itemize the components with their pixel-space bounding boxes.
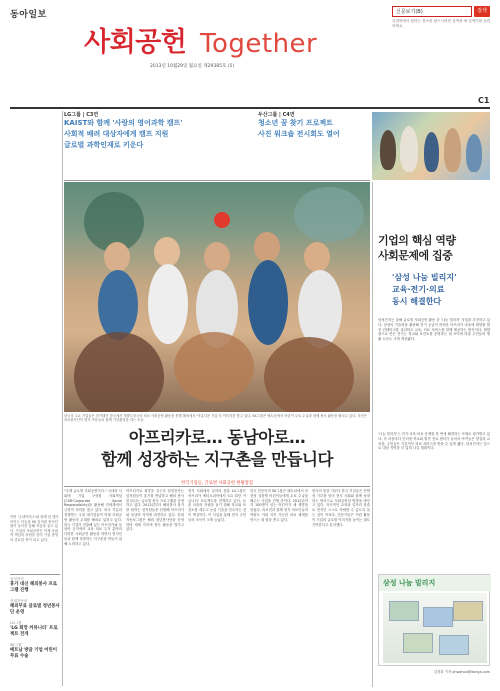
- sidebar-item[interactable]: [10, 599, 60, 616]
- sidebar-item-kicker: LG그룹: [10, 621, 22, 625]
- right-title-line: 사회문제에 집중: [378, 249, 453, 262]
- right-title-line: 기업의 핵심 역량: [378, 234, 456, 247]
- teaser-rule: [64, 180, 370, 181]
- right-article-subtitle: [392, 272, 492, 308]
- masthead-rule: [10, 107, 490, 109]
- main-headline[interactable]: [64, 427, 370, 471]
- dateline: 2013년 10월29일 월요일 제29385호 (5): [150, 64, 235, 69]
- sidebar-rule: [10, 574, 60, 575]
- main-photo[interactable]: [64, 182, 370, 412]
- right-article-title[interactable]: [378, 233, 490, 263]
- article-column-1: "국제 글로벌 사회공헌이다." 국내외 사회에 기업 구성원 사회책임(CSR·Corporate Social Responsibility)을 활용해 전세계에서 긍정적 의미를 찾고 있다. 외국 기업과 경쟁하는 국내 대기업들이 이제 사회공헌 활동의 무대를 해외로 넓히고 있다. 한국 기업이 진출해 있는 아프리카와 동남아 등지에서 교육 의료 주거 분야의 다양한 사회공헌 활동을 하면서 현지인들과 함께 성장하는 지구촌을 만들기 위해 노력하고 있다.: [64, 489, 122, 546]
- sidebar-item-kicker: SK그룹: [10, 643, 22, 647]
- search-button[interactable]: 검색: [474, 6, 490, 17]
- photo-caption: 한국의 주요 기업들은 한가해진 한국에서 개발도상국의 의료 사회공헌 활동을 통해 해외에서 '아름다운 기업'의 이미지를 쌓고 있다. SK그룹은 베트남에서 어린이 무료 수술과 함께 봉사 활동을 펼치고 있다. 사진은 의료봉사단이 현지 아동들과 함께 기념촬영을 하는 모습.: [64, 414, 367, 423]
- article-column-3: 현지 사회에서 일자리 창출 LG그룹은 아프리카 에티오피아에서 'LG 희망 커뮤니티' 프로젝트를 전개하고 있다. 농촌 마을의 자립을 돕기 위해 학교와 보건소를 세우고 농업 기술을 전수하는 것이 핵심이다. 이 사업을 통해 현지 주민들의 소득이 크게 늘었다.: [188, 489, 246, 522]
- sidebar-item-title: 베트남 방글 기업 어린이 무료 수술: [10, 648, 58, 659]
- headline-rule: [64, 486, 370, 487]
- sidebar-item-kicker: 삼성전자: [10, 577, 24, 581]
- nanum-village-title: 삼성 나눔 빌리지: [379, 575, 491, 591]
- teaser-line: 청소년 꿈 찾기 프로젝트: [258, 119, 333, 127]
- search-note: 특집면에서 원하는 정보를 찾으시려면 검색창 에 검색어를 입력하세요: [392, 19, 491, 28]
- article-column-2: 아프리카로 희망을 심는다 삼성전자는 임직원들이 휴가를 반납하고 해외 봉사를 떠나는 글로벌 봉사 프로그램을 운영하고 있다. 2012년부터 해외봉사 참가를 원하는 임직원들을 선발해 아프리카와 동남아 지역에 파견하고 있다. 현대자동차그룹은 해외 청년봉사단을 운영하며 세계 각지에 봉사 활동을 벌이고 있다.: [126, 489, 184, 532]
- sidebar-item-kicker: 현대자동차: [10, 599, 28, 603]
- article-column-4: 한국 전문인력 SK그룹은 베트남에서 선천성 심장병 어린이들에게 무료 수술을 해주는 사업을 진행 중이다. 2012년까지 100명이 넘는 어린이가 새 생명을 얻었다. 의료진과 함께 현지 의료인들의 역량도 키워 지속 가능한 의료 체계를 만드는 데 힘을 쏟고 있다.: [250, 489, 308, 522]
- teaser-doosan[interactable]: [258, 111, 378, 140]
- right-sub-line: '삼성 나눔 빌리지': [392, 273, 457, 282]
- teaser-line: KAIST와 함께 '사랑의 영어과학 캠프': [64, 119, 183, 127]
- teaser-kicker: LG그룹 | C3면: [64, 112, 99, 118]
- right-sub-line: 동시 해결한다: [392, 297, 442, 306]
- headline-line-2: 함께 성장하는 지구촌을 만듭니다: [101, 450, 333, 469]
- teaser-thumbnail-photo[interactable]: [372, 112, 490, 180]
- column-divider: [62, 111, 63, 686]
- teaser-lg[interactable]: [64, 111, 234, 151]
- nanum-village-graphic[interactable]: [378, 574, 490, 666]
- right-article-body-2: '나눔 빌리지'는 전기·교육·의료 문제를 한 번에 해결하는 모델로 평가받고 있다. 각 마을마다 인터넷 학교와 원격 진료 센터가 들어서 아이들은 양질의 교육을, 주민들은 기본적인 의료 서비스를 받을 수 있게 됐다. 삼성전자는 앞으로 대상 지역을 더 넓혀 나갈 계획이다.: [378, 432, 490, 451]
- nanum-village-illustration: [383, 593, 487, 663]
- headline-line-1: 아프리카로… 동남아로…: [128, 428, 306, 447]
- sidebar-item[interactable]: [10, 621, 60, 638]
- section-title-korean: 사회공헌: [84, 27, 187, 58]
- article-subhead: 한국기업들, 글로벌 사회공헌 현황점검: [181, 481, 253, 486]
- sidebar-item-title: 해외무료 글로벌 청년봉사단 운영: [10, 604, 60, 615]
- right-article-body-1: 삼성전자는 올해 글로벌 사회공헌 활동 중 '나눔 빌리지' 사업을 추진하고 있다. 삼성의 기술력을 활용해 전기 공급이 어려운 아프리카 마을에 태양광 발전 컨테이너를 설치하고 교육, 의료 서비스를 함께 제공하는 방식이다. 태양광으로 만든 전기는 학교와 보건소를 운영하는 데 쓰이며 마을 주민들의 생활 수준도 크게 개선됐다.: [378, 318, 490, 342]
- column-divider: [372, 182, 373, 687]
- sidebar-intro: 이번 '굿네이버스'와 함께 한 행사 아이는 이들을 SK 임직원 봉사단원이 놀이를 통해 학습을 돕고 있다. 기업의 사회공헌은 이제 사회적 책임의 차원을 넘어 기업 경영의 중요한 축이 되고 있다.: [10, 515, 59, 542]
- page-code: C1: [478, 96, 490, 105]
- section-title-english: Together: [200, 29, 318, 59]
- sidebar-item[interactable]: [10, 643, 60, 660]
- search-input[interactable]: 신문보기(B): [392, 6, 472, 17]
- sidebar-item-title: 'LG 희망 커뮤니티' 프로젝트 전개: [10, 626, 58, 637]
- article-column-5: 봉사의 힘을 키운다 한국 기업들은 단발성 기부를 넘어 현지 사회와 함께 성장하는 방식으로 사회공헌의 방향을 바꾸고 있다. 지속적인 교육과 일자리 창출로 현지인 스스로 자립할 수 있도록 돕는 것이 목표다. 전문가들은 이런 활동이 기업의 글로벌 이미지를 높이는 데도 기여한다고 분석했다.: [312, 489, 370, 527]
- teaser-line: 사회적 배려 대상자에게 캠프 지원: [64, 130, 169, 138]
- right-sub-line: 교육·전기·의료: [392, 285, 445, 294]
- newspaper-logo[interactable]: 동아일보: [10, 10, 47, 20]
- teaser-line: 글로벌 과학인재로 키운다: [64, 141, 144, 149]
- reporter-credit: 김정화 기자 ohwahoo@donga.com: [433, 670, 490, 674]
- sidebar-item-title: 휴가 대신 해외봉사 프로그램 진행: [10, 582, 58, 593]
- teaser-line: 사진 워크숍 전시회도 열어: [258, 130, 340, 138]
- teaser-kicker: 두산그룹 | C4면: [258, 112, 295, 118]
- sidebar-item[interactable]: [10, 577, 60, 594]
